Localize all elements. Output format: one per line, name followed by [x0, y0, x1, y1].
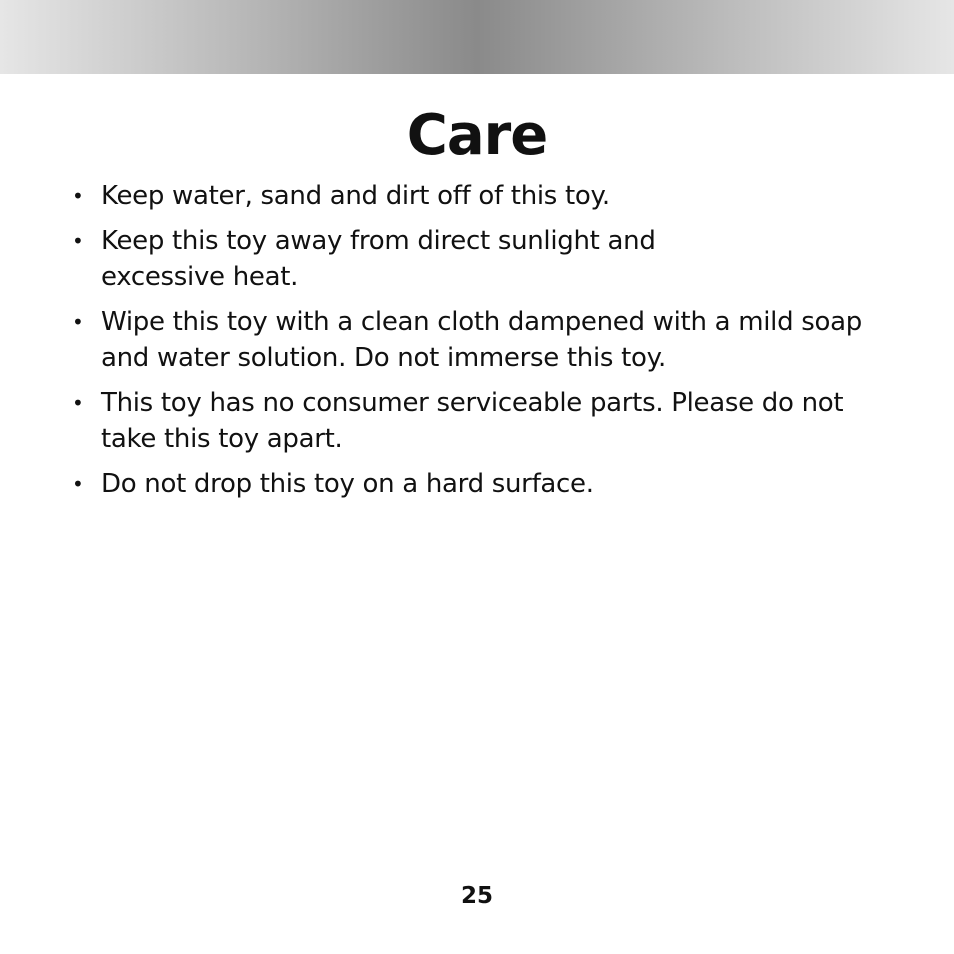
list-item-text: Wipe this toy with a clean cloth dampened with a mild soap and water solution. Do not immerse this toy.: [101, 307, 862, 373]
list-item-text: Keep this toy away from direct sunlight and excessive heat.: [101, 226, 656, 292]
list-item: [72, 304, 862, 376]
bullet-icon: •: [72, 310, 84, 334]
bullet-icon: •: [72, 472, 84, 496]
bullet-icon: •: [72, 184, 84, 208]
list-item-text: Keep water, sand and dirt off of this toy.: [101, 181, 610, 211]
page-title: Care: [406, 103, 548, 168]
header-gradient-band: [0, 0, 954, 74]
list-item: [72, 466, 862, 502]
bullet-icon: •: [72, 391, 84, 415]
list-item-text: This toy has no consumer serviceable parts. Please do not take this toy apart.: [101, 388, 844, 454]
bullet-icon: •: [72, 229, 84, 253]
list-item-text: Do not drop this toy on a hard surface.: [101, 469, 594, 499]
list-item: [72, 223, 862, 295]
list-item: [72, 385, 862, 457]
list-item: [72, 178, 862, 214]
care-instructions-list: [72, 178, 862, 511]
page-number: 25: [460, 883, 493, 909]
